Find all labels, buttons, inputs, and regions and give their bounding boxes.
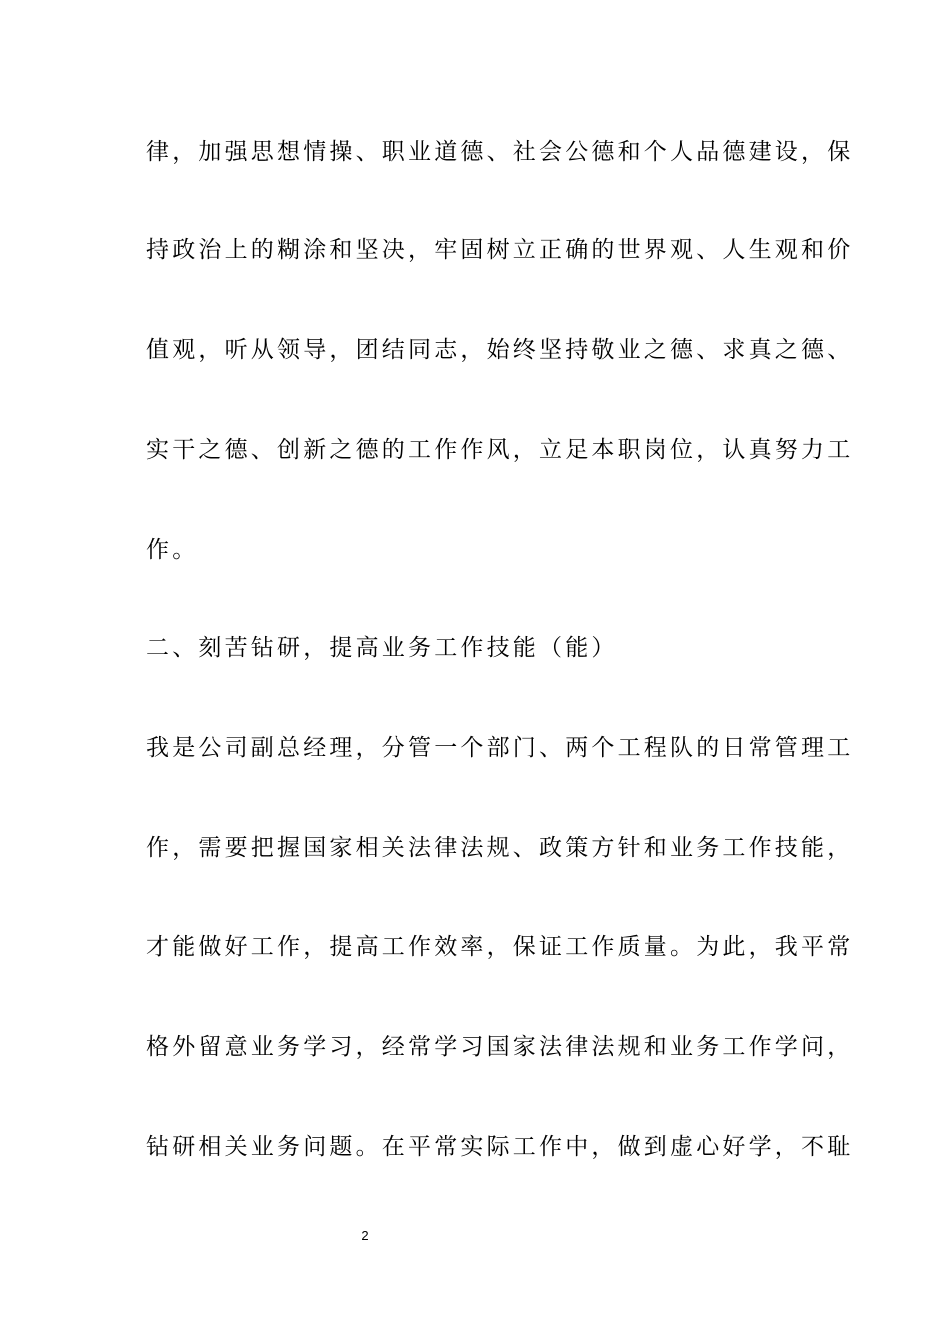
paragraph-line: 律，加强思想情操、职业道德、社会公德和个人品德建设，保 [146, 139, 854, 165]
paragraph-line: 钻研相关业务问题。在平常实际工作中，做到虚心好学，不耻 [146, 1134, 854, 1160]
paragraph-line: 才能做好工作，提高工作效率，保证工作质量。为此，我平常 [146, 934, 854, 960]
paragraph-line: 值观，听从领导，团结同志，始终坚持敬业之德、求真之德、 [146, 337, 854, 363]
page-number: 2 [361, 1228, 369, 1243]
paragraph-line: 持政治上的糊涂和坚决，牢固树立正确的世界观、人生观和价 [146, 237, 854, 263]
paragraph-line: 作。 [146, 537, 199, 563]
paragraph-line: 实干之德、创新之德的工作作风，立足本职岗位，认真努力工 [146, 437, 854, 463]
paragraph-line: 作，需要把握国家相关法律法规、政策方针和业务工作技能， [146, 835, 854, 861]
paragraph-line: 格外留意业务学习，经常学习国家法律法规和业务工作学问， [146, 1034, 854, 1060]
section-heading: 二、刻苦钻研，提高业务工作技能（能） [146, 635, 618, 661]
paragraph-line: 我是公司副总经理，分管一个部门、两个工程队的日常管理工 [146, 735, 854, 761]
